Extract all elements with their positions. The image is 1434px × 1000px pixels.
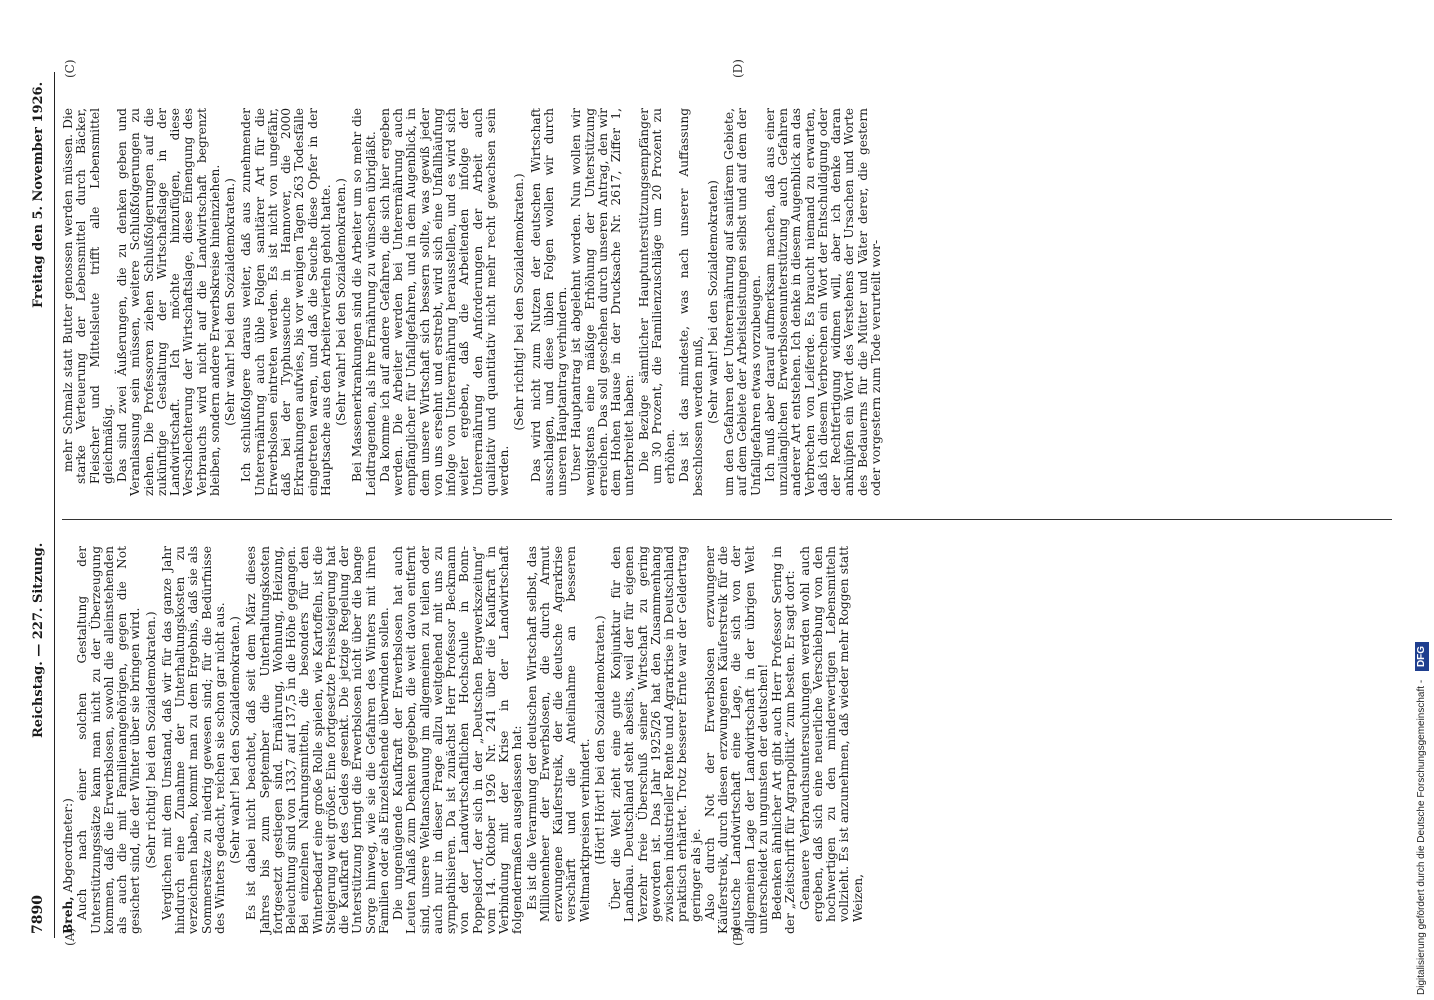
column-divider [62, 519, 1392, 520]
paragraph: Verglichen mit dem Umstand, daß wir für das ganze Jahr hindurch eine Zunahme der Unterhaltungskosten zu verzeichnen haben, kommt man zu dem Ergebnis, daß sie als Sommersätze zu niedrig gewesen sind; für die Bedürfnisse des Winters gedacht, reichen sie schon gar nicht aus. [159, 546, 227, 934]
paragraph: Da komme ich auf andere Gefahren, die sich hier ergeben werden. Die Arbeiter werden bei Unterernährung auch empfänglicher für Unfallgefahren, und in dem Augenblick, in dem unsere Wirtschaft sich bessern sollte, was gewiß jeder von uns ersehnt und erstrebt, wird sich eine Unfallhäufung infolge von Unterernährung herausstellen, und es wird sich weiter ergeben, daß die Arbeitenden infolge der Unterernährung den Anforderungen der Arbeit auch qualitativ und quantitativ nicht mehr recht gewachsen sein werden. [377, 108, 511, 496]
paragraph: Ich muß aber darauf aufmerksam machen, daß aus einer unzulänglichen Erwerbslosenunterstützung auch Gefahren anderer Art entstehen. Ich denke in diesem Augenblick an das Verbrechen von Leiferde. Es braucht niemand zu erwarten, daß ich diesem Verbrechen ein Wort der Entschuldigung oder der Rechtfertigung widmen will, aber ich denke daran anknüpfen ein Wort des Verstehens der Ursachen und Worte des Bedauerns für die Mütter und Väter derer, die gestern oder vorgestern zum Tode verurteilt wor- [762, 108, 883, 496]
rotated-document-page [30, 59, 1402, 948]
interjection: (Sehr wahr! bei den Sozialdemokraten.) [228, 616, 242, 864]
margin-mark-d: (D) [731, 59, 745, 78]
quotation: Die Bezüge sämtlicher Hauptunterstützungsempfänger um 30 Prozent, die Familienzuschläge um 20 Prozent zu erhöhen. [636, 108, 677, 484]
paragraph: Das wird nicht zum Nutzen der deutschen Wirtschaft ausschlagen, und diese üblen Folgen wollen wir durch unseren Hauptantrag verhindern. [528, 108, 569, 496]
margin-mark-a: (A) [63, 927, 77, 946]
paragraph: Es ist dabei nicht beachtet, daß seit dem März dieses Jahres bis zum September die Unterhaltungskosten fortgesetzt gestiegen sind. Ernährung, Wohnung, Heizung, Beleuchtung sind von 133,7 auf 137,5 in die Höhe gegangen. Bei einzelnen Nahrungsmitteln, die besonders für den Winterbedarf eine große Rolle spielen, wie Kartoffeln, ist die Steigerung weit größer. Eine fortgesetzte Preissteigerung hat die Kaufkraft des Geldes gesenkt. Die jetzige Regelung der Unterstützung bringt die Erwerbslosen nicht über die bange Sorge hinweg, wie sie die Gefahren des Winters mit ihren Familien oder als Einzelstehende überwinden sollen. [244, 546, 391, 934]
credit-text: Digitalisierung gefördert durch die Deutsche Forschungsgemeinschaft - [1416, 679, 1427, 995]
running-head-right: Freitag den 5. November 1926. [31, 81, 46, 308]
paragraph: Das sind zwei Äußerungen, die zu denken geben und Veranlassung sein müssen, weitere Schlußfolgerungen zu ziehen. Die Professoren ziehen Schlußfolgerungen auf die zukünftige Gestaltung der Wirtschaftslage in der Landwirtschaft. Ich möchte hinzufügen, diese Verschlechterung der Wirtschaftslage, diese Einengung des Verbrauchs wird nicht auf die Landwirtschaft begrenzt bleiben, sondern andere Erwerbskreise hineinziehen. [115, 108, 222, 496]
speaker-name: Breh, [61, 896, 75, 934]
paragraph: um den Gefahren der Unterernährung auf sanitärem Gebiete, auf dem Gebiete der Arbeitsleistungen selbst und auf dem der Unfallgefahren etwas vorzubeugen. [722, 108, 763, 496]
digitization-credit [1411, 0, 1433, 1000]
interjection: (Hört! Hört! bei den Sozialdemokraten.) [592, 615, 607, 865]
paragraph: Also durch Not der Erwerbslosen erzwungener Käuferstreik, durch diesen erzwungenen Käuferstreik für die deutsche Landwirtschaft eine Lage, die sich von der allgemeinen Lage der Landwirtschaft in der übrigen Welt unterscheidet zu ungunsten der deutschen! [702, 546, 770, 934]
speaker-line [62, 546, 75, 934]
quotation: Es ist die Verarmung der deutschen Wirtschaft selbst, das Millionenheer der Erwerbslosen, die durch Armut erzwungene Käuferstreik, der die deutsche Agrarkrise verschärft und die Anteilnahme an besseren Weltmarktpreisen verhindert. [524, 546, 592, 922]
paragraph: Bei Massenerkrankungen sind die Arbeiter um so mehr die Leidtragenden, als ihre Ernährung zu wünschen übrigläßt. [350, 108, 378, 496]
margin-mark-c: (C) [63, 59, 77, 78]
paragraph: Das ist das mindeste, was nach unserer Auffassung beschlossen werden muß, [677, 108, 705, 496]
header-rule [54, 72, 55, 938]
margin-mark-b: (B) [731, 927, 745, 946]
paragraph: Unser Hauptantrag ist abgelehnt worden. Nun wollen wir wenigstens eine mäßige Erhöhung der Unterstützung erreichen. Das soll geschehen durch unseren Antrag, den wir dem Hohen Hause in der Drucksache Nr. 2617, Ziffer 1, unterbreitet haben: [569, 108, 637, 496]
interjection: (Sehr wahr! bei den Sozialdemokraten) [705, 180, 720, 424]
speaker-role: Abgeordneter:) [61, 798, 75, 893]
interjection: (Sehr wahr! bei den Sozialdemokraten.) [223, 178, 237, 426]
quotation: Genauere Verbrauchsuntersuchungen werden wohl auch ergeben, daß sich eine neuerliche Verschiebung von den hochwertigen zu den minderwertigen Lebensmitteln vollzieht. Es ist anzunehmen, daß wieder mehr Roggen statt Weizen, [797, 546, 865, 922]
dfg-logo: DFG [1415, 642, 1429, 671]
page-number: 7890 [30, 895, 46, 934]
paragraph: Auch nach einer solchen Gestaltung der Unterstützungssätze kann man nicht zu der Überzeugung kommen, daß die Erwerbslosen, sowohl die alleinstehenden als auch die mit Familienangehörigen, gegen die Not gesichert sind, die der Winter über sie bringen wird. [75, 546, 143, 934]
left-column [62, 546, 866, 934]
paragraph: Ich schlußfolgere daraus weiter, daß aus zunehmender Unterernährung auch üble Folgen sanitärer Art für die Erwerbslosen eintreten werden. Es ist nicht von ungefähr, daß bei der Typhusseuche in Hannover, die 2000 Erkrankungen aufwies, bis vor wenigen Tagen 263 Todesfälle eingetreten waren, und daß die Seuche diese Opfer in der Hauptsache aus den Arbeitervierteln geholt hatte. [239, 108, 333, 496]
paragraph: Die ungenügende Kaufkraft der Erwerbslosen hat auch Leuten Anlaß zum Denken gegeben, die weit davon entfernt sind, unsere Weltanschauung im allgemeinen zu teilen oder auch nur in dieser Frage allzu weitgehend mit uns zu sympathisieren. Da ist zunächst Herr Professor Beckmann von der Landwirtschaftlichen Hochschule in Bonn-Poppelsdorf, der sich in der „Deutschen Bergwerkszeitung“ vom 14. Oktober 1926 Nr. 241 über die Kaufkraft in Verbindung mit der Krise in der Landwirtschaft folgendermaßen ausgelassen hat: [391, 546, 525, 934]
interjection: (Sehr richtig! bei den Sozialdemokraten.) [143, 611, 158, 869]
quotation: mehr Schmalz statt Butter genossen werden müssen. Die starke Verteuerung der Lebensmittel durch Bäcker, Fleischer und Mittelsleute trifft alle Lebensmittel gleichmäßig. [61, 108, 115, 484]
page-header [32, 68, 52, 948]
interjection: (Sehr richtig! bei den Sozialdemokraten.) [512, 173, 527, 431]
paragraph: Bedenken ähnlicher Art gibt auch Herr Professor Sering in der „Zeitschrift für Agrarpolitik“ zum besten. Er sagt dort: [770, 546, 798, 934]
running-head-left: Reichstag. — 227. Sitzung. [31, 542, 46, 738]
interjection: (Sehr wahr! bei den Sozialdemokraten.) [334, 178, 348, 426]
right-column [62, 108, 884, 496]
quotation: Über die Welt zieht eine gute Konjunktur für den Landbau. Deutschland steht abseits, weil der für eigenen Verzehr freie Überschuß seiner Wirtschaft zu gering geworden ist. Das Jahr 1925/26 hat den Zusammenhang zwischen industrieller Rente und Agrarkrise in Deutschland praktisch erhärtet. Trotz besserer Ernte war der Geldertrag geringer als je. [609, 546, 703, 922]
